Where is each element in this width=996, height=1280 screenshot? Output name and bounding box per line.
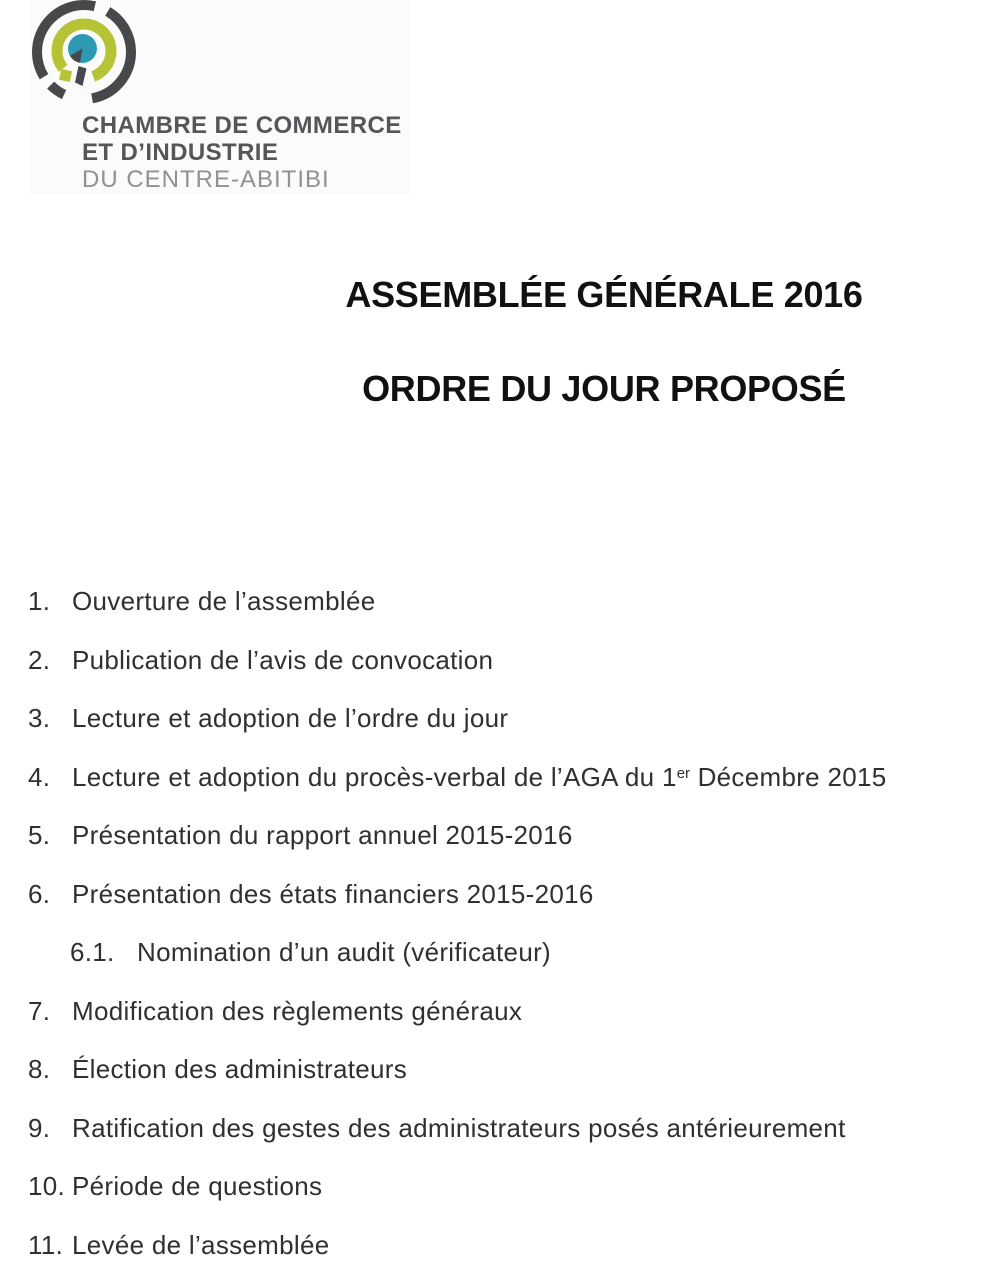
- agenda-item-text-pre: Lecture et adoption du procès-verbal de l’AGA du 1: [72, 761, 677, 792]
- agenda-item: [0, 1056, 996, 1082]
- logo-tail: [75, 66, 87, 86]
- agenda-item-number: 11.: [28, 1229, 64, 1260]
- agenda-item-number: 3.: [28, 703, 51, 733]
- title-block: [212, 274, 996, 410]
- agenda-item-text: Ouverture de l’assemblée: [72, 586, 376, 616]
- agenda-item: [0, 705, 996, 731]
- agenda-item-number: 8.: [28, 1054, 51, 1084]
- agenda-list: [0, 588, 996, 1258]
- org-name: [82, 112, 402, 193]
- agenda-item: [0, 878, 996, 909]
- agenda-item-text: Élection des administrateurs: [72, 1054, 407, 1084]
- agenda-item-number: 5.: [28, 820, 51, 850]
- agenda-item-number: 10.: [28, 1171, 66, 1201]
- agenda-item-number: 9.: [28, 1112, 51, 1143]
- agenda-item-text: Modification des règlements généraux: [72, 995, 523, 1026]
- agenda-item: [0, 1229, 996, 1260]
- agenda-item: [0, 761, 996, 792]
- agenda-item-number: 6.: [28, 878, 51, 909]
- agenda-item-number: 1.: [28, 586, 51, 616]
- chamber-logo-icon: [30, 0, 140, 108]
- agenda-item-text: Période de questions: [72, 1171, 323, 1201]
- org-name-line-1: CHAMBRE DE COMMERCE: [82, 112, 402, 139]
- logo-block: [30, 0, 410, 194]
- logo-green-square: [59, 69, 72, 82]
- agenda-item: [0, 995, 996, 1026]
- agenda-item-superscript: er: [676, 764, 691, 782]
- org-name-line-3: DU CENTRE-ABITIBI: [82, 166, 330, 193]
- agenda-item: [0, 822, 996, 848]
- agenda-item-number: 2.: [28, 644, 51, 675]
- agenda-item-number: 4.: [28, 761, 51, 792]
- agenda-item: [0, 1173, 996, 1199]
- agenda-item: [0, 588, 996, 614]
- agenda-item-text: Nomination d’un audit (vérificateur): [137, 937, 551, 967]
- agenda-item-text: [72, 761, 887, 792]
- agenda-item-text: Levée de l’assemblée: [72, 1229, 330, 1260]
- agenda-item: [0, 939, 996, 965]
- doc-subtitle: ORDRE DU JOUR PROPOSÉ: [362, 368, 846, 409]
- agenda-item: [0, 1112, 996, 1143]
- doc-title: ASSEMBLÉE GÉNÉRALE 2016: [345, 274, 863, 315]
- org-name-line-2: ET D’INDUSTRIE: [82, 139, 279, 166]
- agenda-item-text: Lecture et adoption de l’ordre du jour: [72, 703, 509, 733]
- agenda-item-text-post: Décembre 2015: [690, 761, 887, 792]
- agenda-item-text: Présentation des états financiers 2015-2016: [72, 878, 594, 909]
- agenda-item-text: Ratification des gestes des administrateurs posés antérieurement: [72, 1112, 846, 1143]
- agenda-item-text: Publication de l’avis de convocation: [72, 644, 494, 675]
- agenda-item-number: 6.1.: [70, 937, 115, 967]
- agenda-item: [0, 644, 996, 675]
- agenda-item-text: Présentation du rapport annuel 2015-2016: [72, 820, 573, 850]
- agenda-item-number: 7.: [28, 995, 51, 1026]
